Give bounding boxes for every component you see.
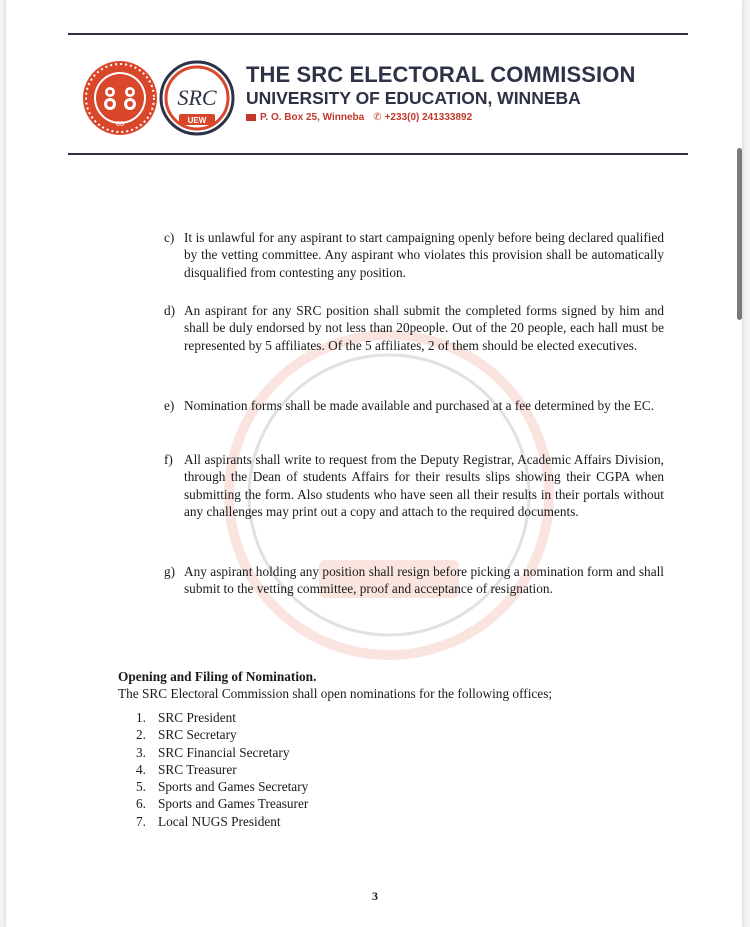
list-number: 1. (136, 710, 146, 725)
list-number: 7. (136, 813, 146, 829)
seal-logo-text: 88 (116, 121, 124, 128)
list-number: 2. (136, 727, 146, 743)
list-item (136, 813, 308, 830)
clause-marker: g) (164, 564, 176, 579)
list-number: 6. (136, 796, 146, 812)
office-label: Local NUGS President (158, 813, 281, 829)
uew-logo-caption: UEW (187, 116, 207, 125)
section-intro: The SRC Electoral Commission shall open nominations for the following offices; (118, 686, 553, 701)
university-name: UNIVERSITY OF EDUCATION, WINNEBA (246, 88, 581, 108)
clause-marker: c) (164, 230, 175, 245)
commission-title: THE SRC ELECTORAL COMMISSION (246, 62, 636, 87)
document-page (6, 0, 742, 927)
phone-number: +233(0) 241333892 (384, 112, 473, 123)
office-label: Sports and Games Secretary (158, 779, 309, 795)
clause-marker: f) (164, 452, 173, 467)
clause-text: An aspirant for any SRC position shall submit the completed forms signed by him and shall be duly endorsed by not less than 20people. Out of the 20 people, each hall must be represented by 5 affiliates. Of the 5 affiliates, 2 of them should be elected executives. (184, 303, 664, 353)
clause-c (164, 229, 664, 281)
header-bottom-rule (68, 153, 688, 155)
clause-text: It is unlawful for any aspirant to start campaigning openly before being declared qualified by the vetting committee. Any aspirant who violates this provision shall be automatically disqualified from contesting any position. (184, 230, 664, 280)
phone-icon: ✆ (373, 112, 382, 123)
clause-e (164, 397, 664, 414)
src-uew-logo (159, 60, 235, 136)
list-item (136, 778, 308, 795)
office-label: SRC Secretary (158, 727, 237, 743)
list-number: 3. (136, 744, 146, 760)
postal-address: P. O. Box 25, Winneba (260, 112, 365, 123)
mailbox-icon (246, 114, 256, 121)
list-item (136, 761, 308, 778)
office-label: SRC Treasurer (158, 761, 237, 777)
office-label: SRC President (158, 710, 236, 725)
clause-d (164, 302, 664, 354)
clause-text: Any aspirant holding any position shall resign before picking a nomination form and shall submit to the vetting committee, proof and acceptance of resignation. (184, 564, 664, 597)
header-top-rule (68, 33, 688, 35)
page-number: 3 (372, 889, 378, 903)
clause-marker: d) (164, 303, 176, 318)
clause-g (164, 563, 664, 598)
contact-line (246, 112, 472, 123)
office-label: Sports and Games Treasurer (158, 796, 309, 812)
list-item (136, 744, 308, 761)
list-number: 4. (136, 761, 146, 777)
src-logo-text: SRC (177, 85, 217, 110)
list-item (136, 795, 308, 812)
list-item (136, 726, 308, 743)
offices-list (136, 709, 308, 830)
clause-text: All aspirants shall write to request from the Deputy Registrar, Academic Affairs Division, through the Dean of students Affairs for their results slips showing their CGPA when submitting the form. Also students who have seen all their results in their portals without any challenges may print out a copy and attach to the required documents. (184, 452, 664, 519)
list-number: 5. (136, 779, 146, 795)
clause-marker: e) (164, 398, 175, 413)
scrollbar[interactable] (737, 148, 742, 320)
list-item (136, 709, 308, 726)
clause-f (164, 451, 664, 520)
office-label: SRC Financial Secretary (158, 744, 290, 760)
university-seal-logo (82, 60, 158, 136)
section-heading: Opening and Filing of Nomination. (118, 669, 317, 684)
clause-text: Nomination forms shall be made available and purchased at a fee determined by the EC. (184, 398, 655, 413)
